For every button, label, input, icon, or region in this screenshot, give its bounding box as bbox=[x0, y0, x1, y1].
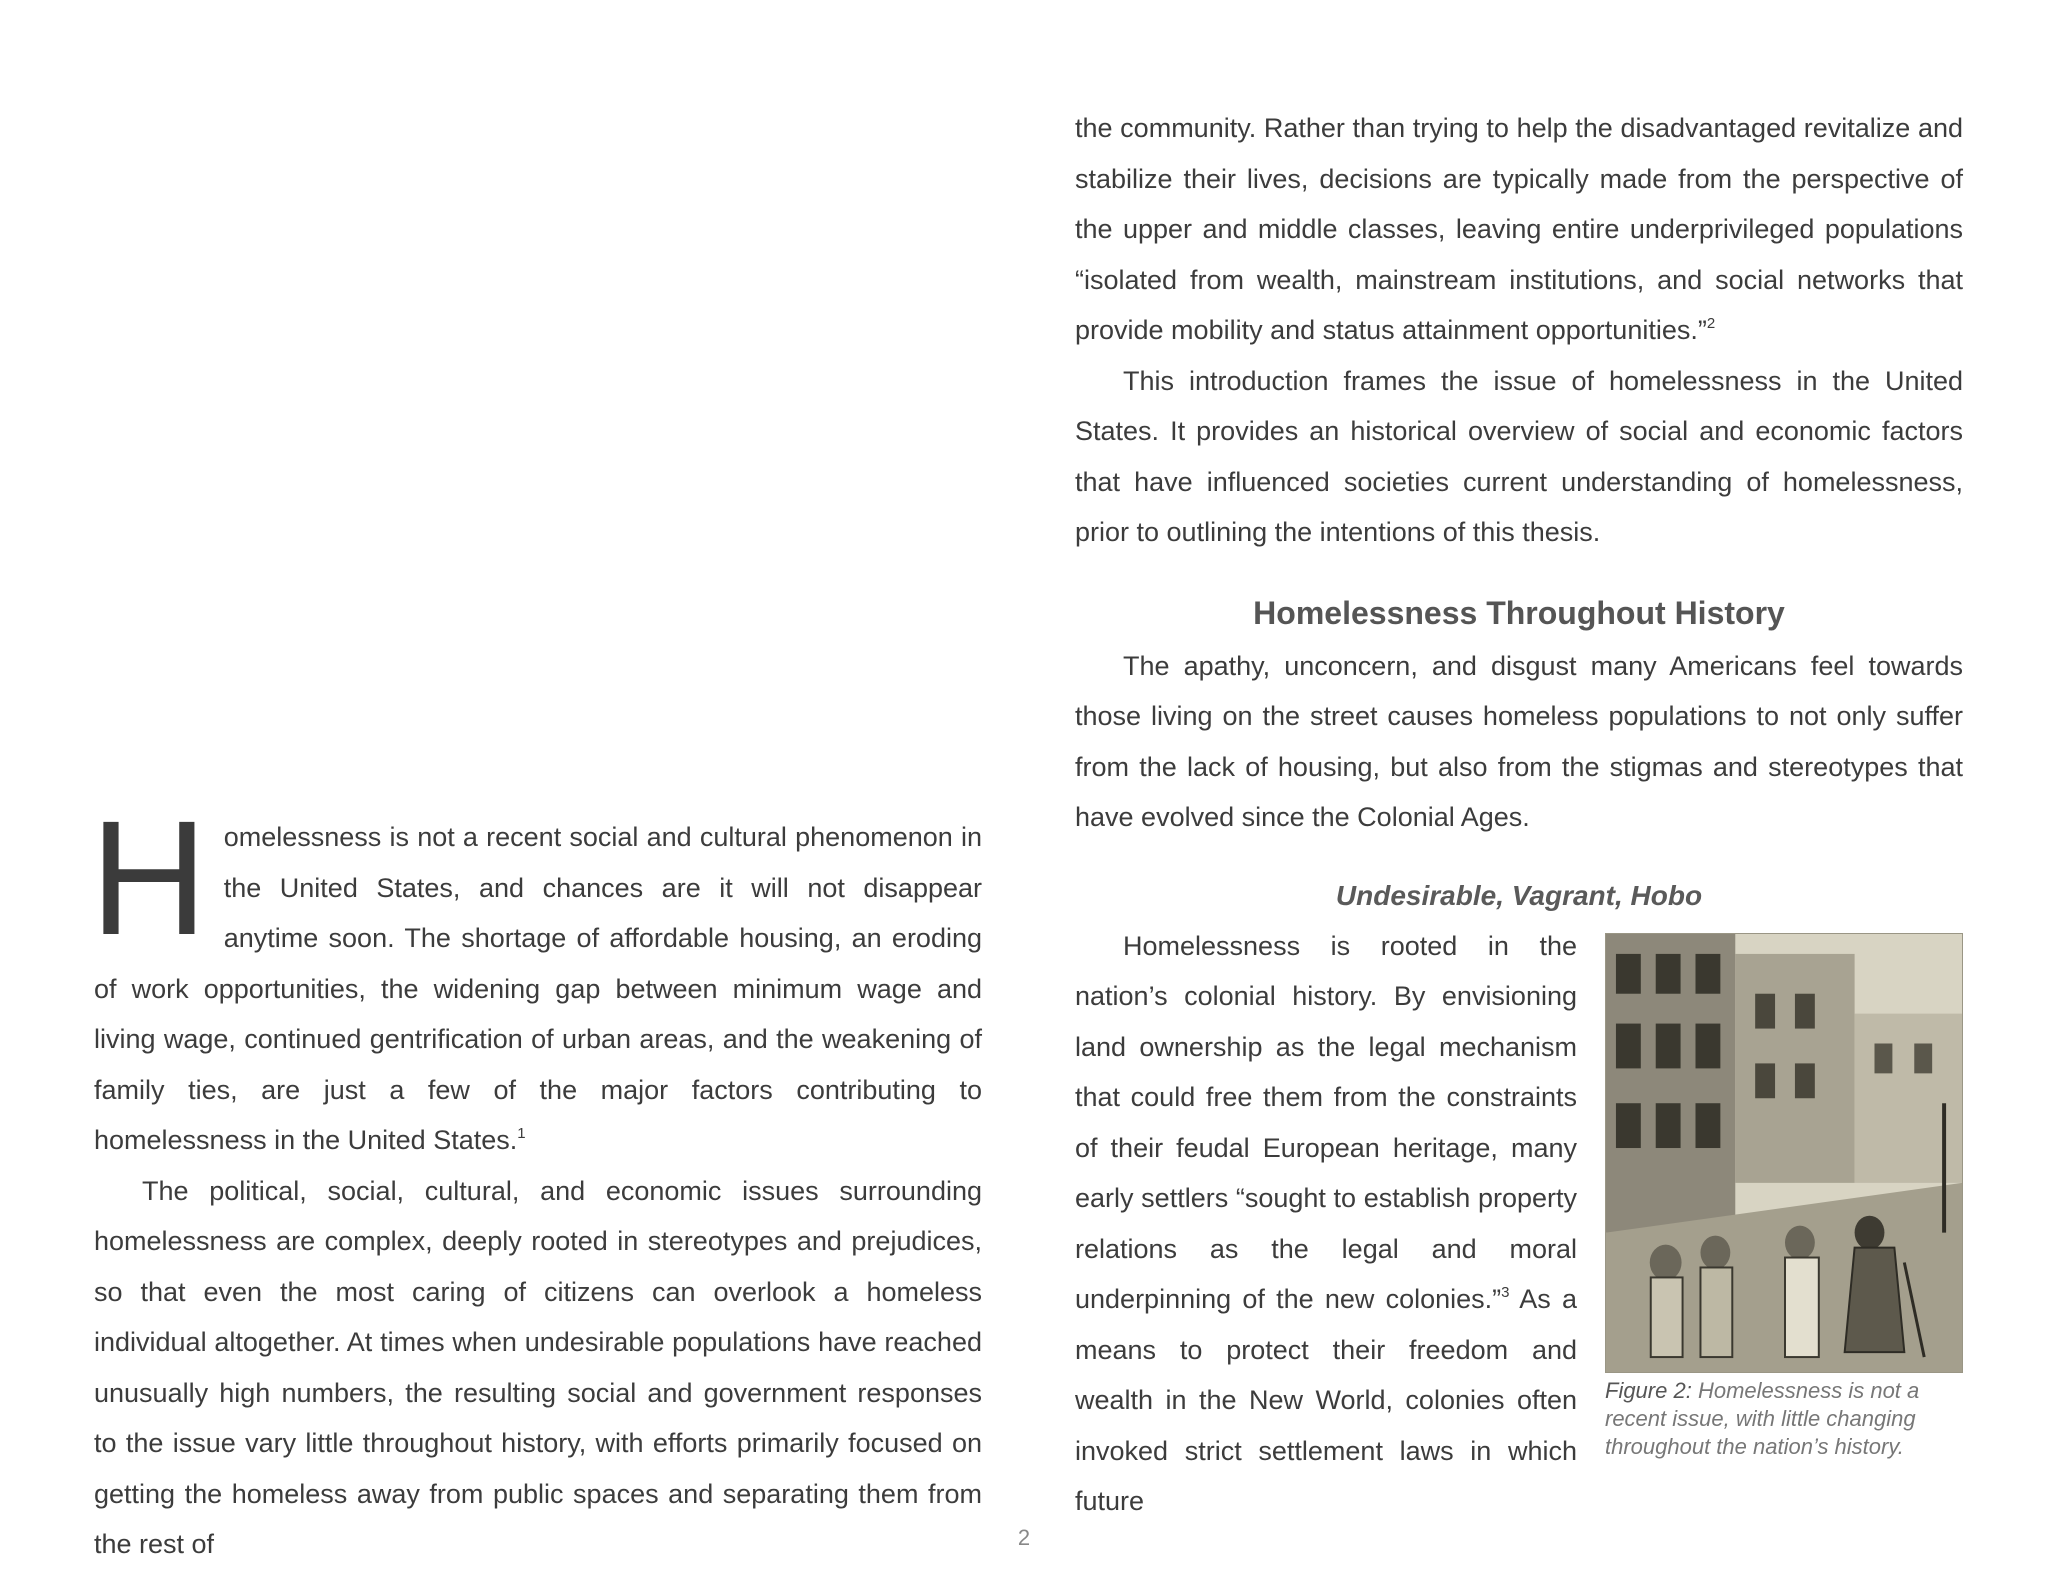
engraving-image bbox=[1605, 933, 1963, 1373]
section-heading: Homelessness Throughout History bbox=[1253, 594, 1785, 631]
intro-paragraph-text: omelessness is not a recent social and cultural phenomenon in the United States, and chances are it will not disappear anytime soon. The shortage of affordable housing, an eroding of work opportunities, the widening gap between minimum wage and living wage, continued gentrification of urban areas, and the weakening of family ties, are just a few of the major factors contributing to homelessness in the United States. bbox=[94, 822, 982, 1155]
apathy-paragraph: The apathy, unconcern, and disgust many Americans feel towards those living on the street causes homeless populations to not only suffer from the lack of housing, but also from the stigmas and stereotypes that have evolved since the Colonial Ages. bbox=[1075, 650, 1963, 832]
colonial-paragraph-continued: As a means to protect their freedom and wealth in the New World, colonies often invoked strict settlement laws in which future bbox=[1075, 1284, 1577, 1516]
issues-paragraph: The political, social, cultural, and economic issues surrounding homelessness are complex, deeply rooted in stereotypes and prejudices, so that even the most caring of citizens can overlook a homeless individual altogether. At times when undesirable populations have reached unusually high numbers, the resulting social and government responses to the issue vary little throughout history, with efforts primarily focused on getting the homeless away from public spaces and separating them from the rest of bbox=[94, 1175, 982, 1559]
figure-caption-text: Homelessness is not a recent issue, with little changing throughout the nation’s history. bbox=[1605, 1377, 1920, 1459]
colonial-paragraph-text: Homelessness is rooted in the nation’s colonial history. By envisioning land ownership as the legal mechanism that could free them from the constraints of their feudal European heritage, many early settlers “sought to establish property relations as the legal and moral underpinning of the new colonies.” bbox=[1075, 930, 1577, 1314]
right-column bbox=[1075, 103, 1963, 1527]
figure bbox=[1605, 933, 1963, 1461]
page-number: 2 bbox=[1017, 1525, 1031, 1550]
footnote-ref: 2 bbox=[1706, 315, 1716, 332]
intro-paragraph bbox=[90, 786, 982, 1166]
footnote-ref: 1 bbox=[517, 1125, 526, 1142]
subheading: Undesirable, Vagrant, Hobo bbox=[1335, 879, 1703, 911]
drop-cap: H bbox=[90, 786, 208, 969]
introduction-paragraph: This introduction frames the issue of homelessness in the United States. It provides an historical overview of social and economic factors that have influenced societies current understanding of homelessness, prior to outlining the intentions of this thesis. bbox=[1075, 365, 1963, 547]
community-paragraph-text: the community. Rather than trying to help the disadvantaged revitalize and stabilize their lives, decisions are typically made from the perspective of the upper and middle classes, leaving entire underprivileged populations “isolated from wealth, mainstream institutions, and social networks that provide mobility and status attainment opportunities.” bbox=[1075, 113, 1963, 345]
footnote-ref: 3 bbox=[1501, 1284, 1510, 1301]
figure-label: Figure 2: bbox=[1605, 1377, 1692, 1403]
figure-caption bbox=[1605, 1377, 1963, 1461]
left-column bbox=[90, 786, 982, 1570]
community-paragraph bbox=[1075, 103, 1963, 356]
